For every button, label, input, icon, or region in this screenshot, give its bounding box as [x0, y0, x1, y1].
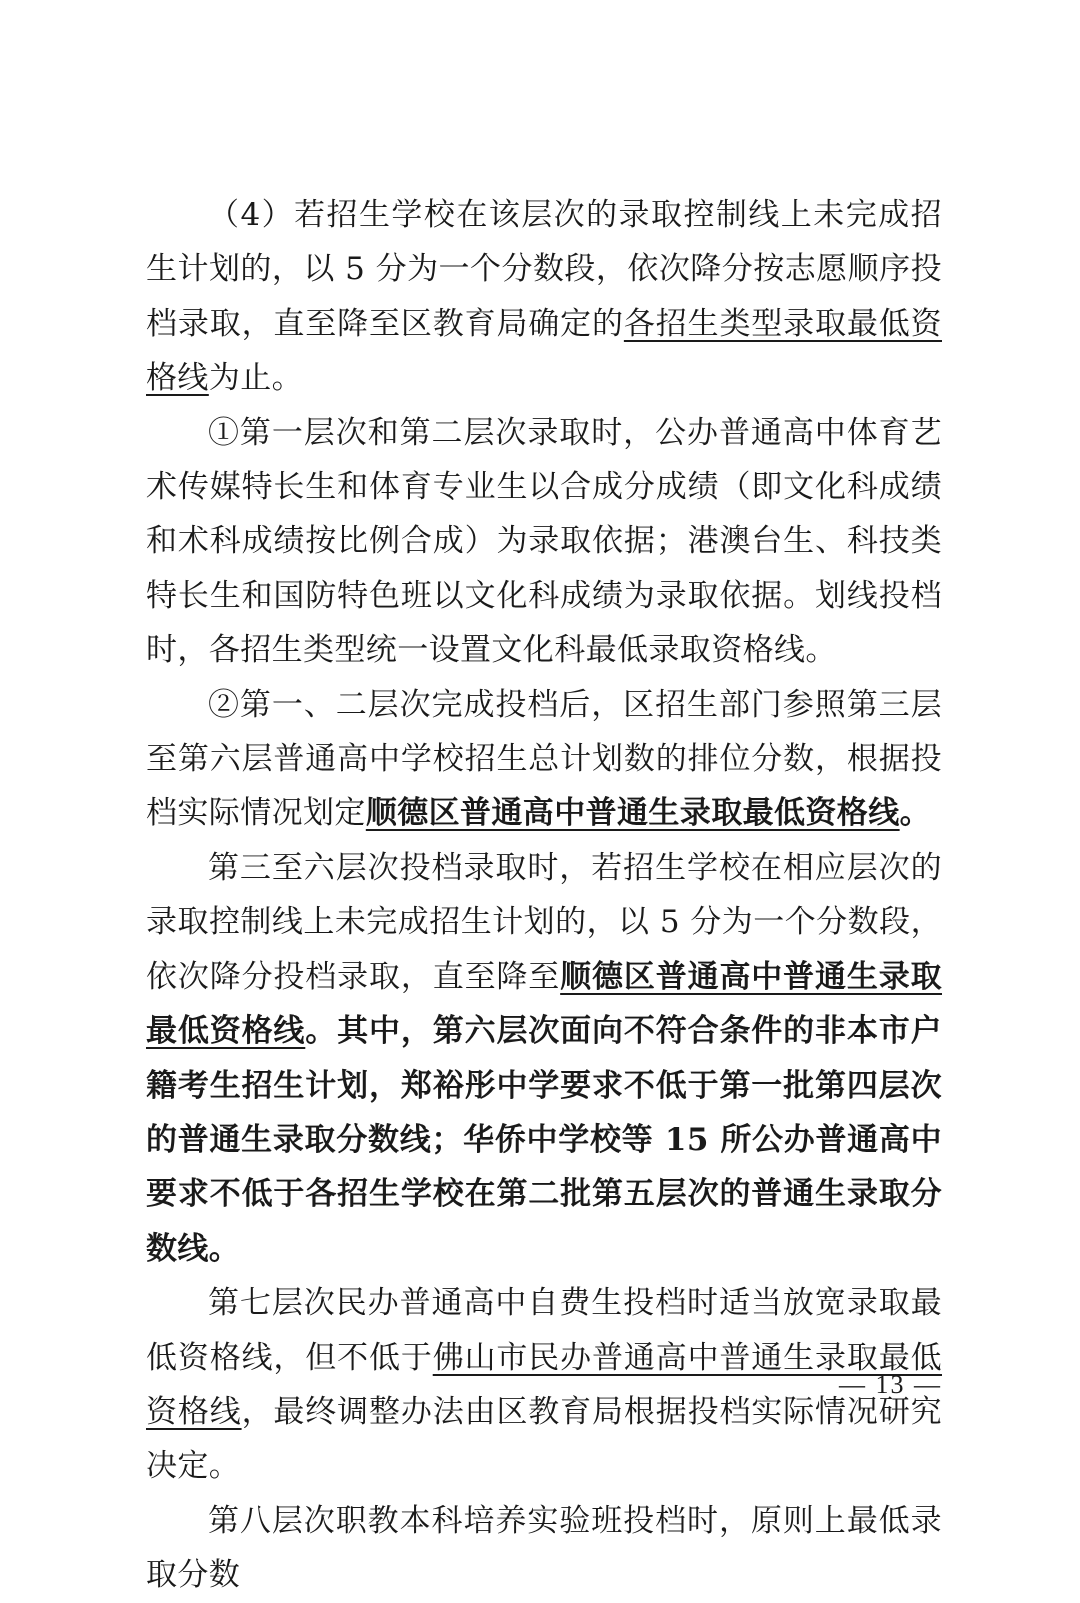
text-segment: ①第一层次和第二层次录取时，公办普通高中体育艺术传媒特长生和体育专业生以合成分成绩（即文化科成绩和术科成绩按比例合成）为录取依据；港澳台生、科技类特长生和国防特色班以文化科成绩为录取依据。划线投档时，各招生类型统一设置文化科最低录取资格线。: [146, 414, 942, 669]
text-segment: （4）若招生学校在该层次的录取控制线上未完成招生计划的，以 5 分为一个分数段，依次降分按志愿顺序投档录取，直至降至区教育局确定的: [146, 197, 942, 342]
page-number: — 13 —: [839, 1370, 942, 1399]
bold-underlined-term: 顺德区普通高中普通生录取最低资格线: [146, 958, 942, 1050]
paragraph-level-8: [146, 1494, 942, 1603]
paragraph-admission-rule-4: [146, 188, 942, 406]
text-segment: 第七层次民办普通高中自费生投档时适当放宽录取最低资格线，但不低于: [146, 1285, 942, 1376]
text-segment: 第三至六层次投档录取时，若招生学校在相应层次的录取控制线上未完成招生计划的，以 5 分为一个分数段，依次降分投档录取，直至降至: [146, 849, 942, 995]
text-segment: 为止。: [208, 360, 304, 397]
paragraph-level-7: [146, 1276, 942, 1494]
underlined-term: 佛山市民办普通高中普通生录取最低资格线: [146, 1339, 942, 1430]
text-segment: 第八层次职教本科培养实验班投档时，原则上最低录取分数: [146, 1502, 942, 1594]
paragraph-item-1: [146, 406, 942, 678]
text-segment: ②第一、二层次完成投档后，区招生部门参照第三层至第六层普通高中学校招生总计划数的排位分数，根据投档实际情况划定: [146, 686, 942, 832]
bold-underlined-term: 顺德区普通高中普通生录取最低资格线: [365, 795, 900, 832]
text-segment: ，最终调整办法由区教育局根据投档实际情况研究决定。: [146, 1393, 942, 1485]
underlined-term: 各招生类型录取最低资格线: [146, 305, 942, 397]
bold-text-segment: 。: [899, 795, 932, 832]
document-body: [146, 188, 942, 1603]
paragraph-levels-3-to-6: [146, 841, 942, 1276]
bold-text-segment: 。其中，第六层次面向不符合条件的非本市户籍考生招生计划，郑裕彤中学要求不低于第一批第四层次的普通生录取分数线；华侨中学校等 15 所公办普通高中要求不低于各招生学校在第二批第五层次的普通生录取分数线。: [146, 1013, 943, 1267]
paragraph-item-2: [146, 678, 942, 841]
